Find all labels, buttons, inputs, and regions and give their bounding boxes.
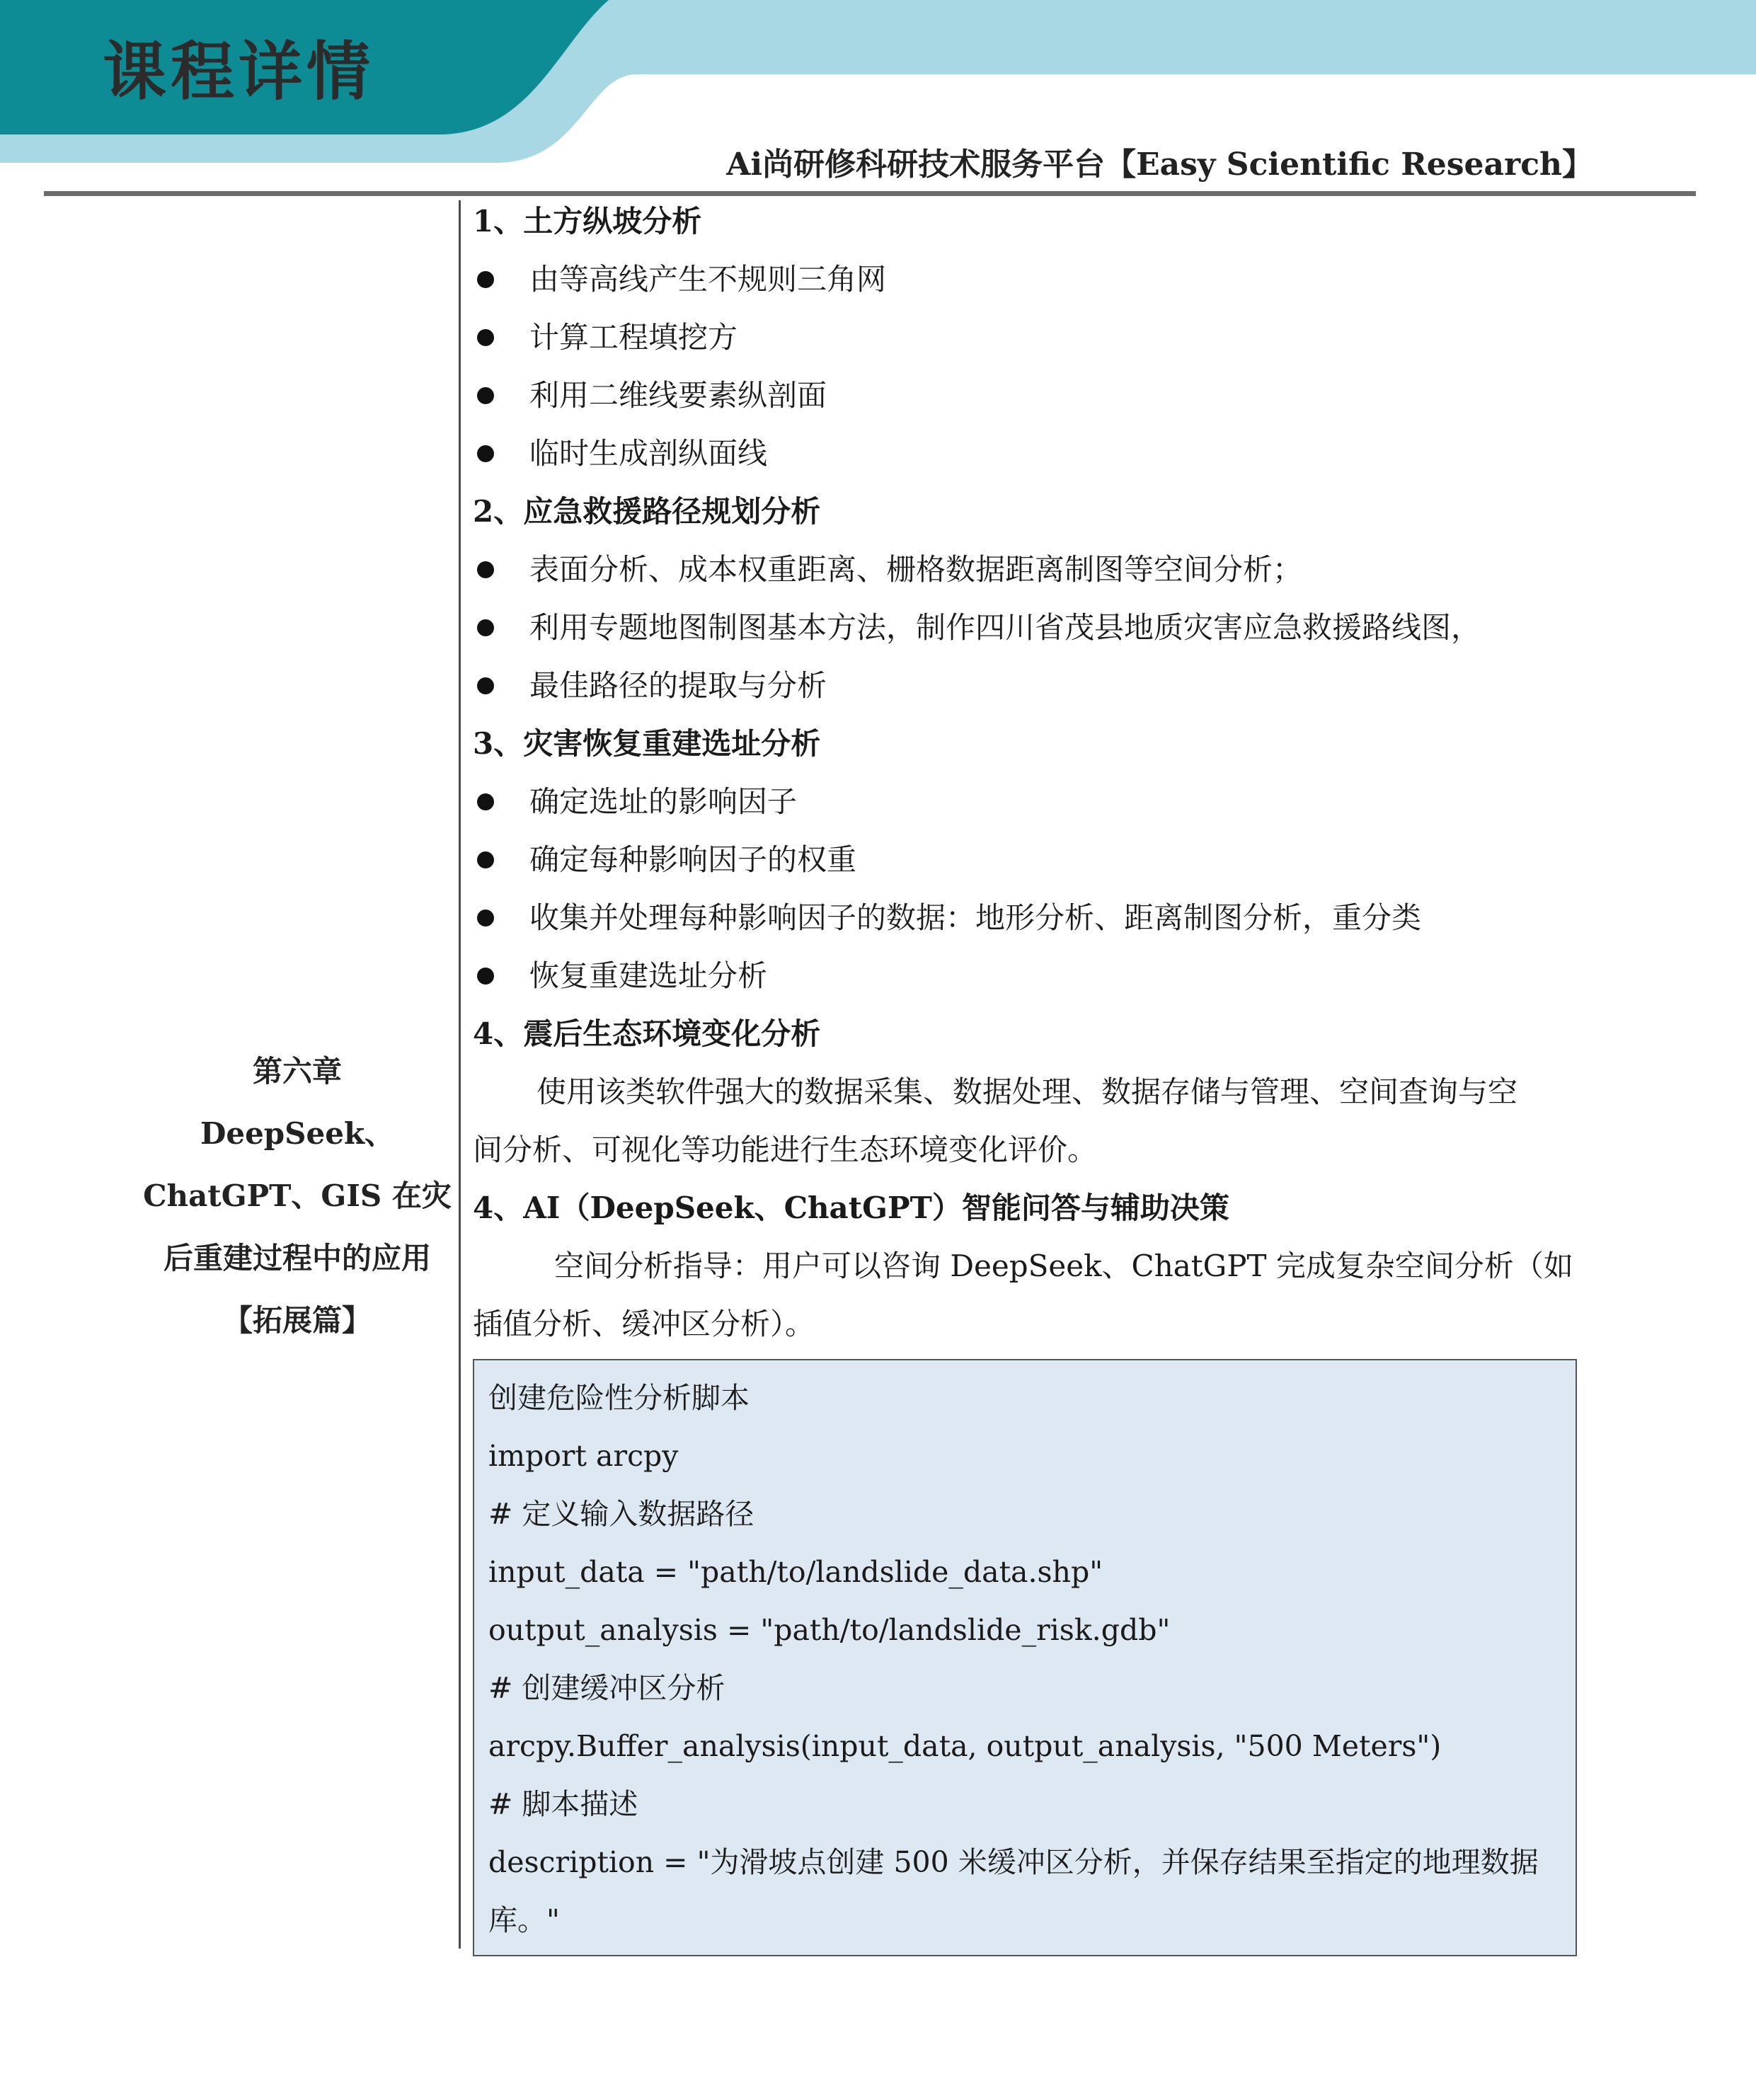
bullet-text: 最佳路径的提取与分析 xyxy=(529,668,827,703)
chapter-line: ChatGPT、GIS 在灾 xyxy=(143,1178,452,1213)
bullet-icon xyxy=(477,387,494,404)
code-line: input_data = "path/to/landslide_data.shp" xyxy=(488,1555,1103,1589)
chapter-line: 后重建过程中的应用 xyxy=(163,1241,431,1275)
bullet-icon xyxy=(477,329,494,346)
chapter-label xyxy=(127,1040,467,1352)
bullet-item xyxy=(473,309,1583,367)
bullet-text: 恢复重建选址分析 xyxy=(529,958,768,993)
bullet-text: 收集并处理每种影响因子的数据：地形分析、距离制图分析，重分类 xyxy=(529,900,1422,935)
code-line: # 脚本描述 xyxy=(488,1787,638,1821)
bullet-icon xyxy=(477,619,494,636)
section-heading: 3、灾害恢复重建选址分析 xyxy=(473,726,821,761)
bullet-item xyxy=(473,367,1583,425)
section-paragraph xyxy=(473,1063,1583,1179)
section-paragraph xyxy=(473,1237,1583,1353)
bullet-item xyxy=(473,773,1583,831)
chapter-line: 第六章 xyxy=(252,1054,342,1089)
bullet-text: 表面分析、成本权重距离、栅格数据距离制图等空间分析； xyxy=(529,552,1303,587)
bullet-icon xyxy=(477,677,494,694)
bullet-icon xyxy=(477,793,494,810)
code-line: arcpy.Buffer_analysis(input_data, output_analysis, "500 Meters") xyxy=(488,1729,1442,1763)
section-heading: 2、应急救援路径规划分析 xyxy=(473,494,821,529)
bullet-icon xyxy=(477,968,494,985)
bullet-text: 临时生成剖纵面线 xyxy=(529,436,768,471)
bullet-icon xyxy=(477,271,494,288)
section-heading: 1、土方纵坡分析 xyxy=(473,204,702,239)
bullet-text: 确定选址的影响因子 xyxy=(529,784,798,819)
bullet-icon xyxy=(477,910,494,926)
bullet-icon xyxy=(477,851,494,868)
bullet-item xyxy=(473,831,1583,889)
bullet-item xyxy=(473,599,1583,657)
section-heading: 4、AI（DeepSeek、ChatGPT）智能问答与辅助决策 xyxy=(473,1190,1229,1225)
bullet-item xyxy=(473,657,1583,715)
code-line: import arcpy xyxy=(488,1439,679,1473)
bullet-text: 确定每种影响因子的权重 xyxy=(529,842,857,877)
platform-name: Ai尚研修科研技术服务平台【Easy Scientific Research】 xyxy=(726,147,1593,183)
code-line: output_analysis = "path/to/landslide_risk.gdb" xyxy=(488,1613,1171,1647)
section-heading: 4、震后生态环境变化分析 xyxy=(473,1016,821,1051)
bullet-item xyxy=(473,425,1583,483)
bullet-icon xyxy=(477,561,494,578)
bullet-item xyxy=(473,541,1583,599)
page-title: 课程详情 xyxy=(103,35,374,109)
bullet-item xyxy=(473,947,1583,1005)
code-line: 创建危险性分析脚本 xyxy=(488,1381,750,1415)
code-line: # 定义输入数据路径 xyxy=(488,1497,754,1531)
bullet-text: 计算工程填挖方 xyxy=(529,320,738,355)
code-line: # 创建缓冲区分析 xyxy=(488,1671,725,1705)
chapter-line: DeepSeek、 xyxy=(200,1116,395,1151)
bullet-text: 利用专题地图制图基本方法，制作四川省茂县地质灾害应急救援路线图， xyxy=(529,610,1481,645)
paragraph-line: 使用该类软件强大的数据采集、数据处理、数据存储与管理、空间查询与空 xyxy=(536,1074,1518,1109)
code-block xyxy=(473,1359,1577,1956)
bullet-text: 由等高线产生不规则三角网 xyxy=(529,262,887,297)
bullet-item xyxy=(473,889,1583,947)
bullet-item xyxy=(473,251,1583,309)
paragraph-line: 间分析、可视化等功能进行生态环境变化评价。 xyxy=(473,1132,1098,1167)
bullet-text: 利用二维线要素纵剖面 xyxy=(529,378,827,413)
chapter-line: 【拓展篇】 xyxy=(222,1303,372,1338)
bullet-icon xyxy=(477,445,494,462)
paragraph-line: 空间分析指导：用户可以咨询 DeepSeek、ChatGPT 完成复杂空间分析（如 xyxy=(554,1249,1573,1283)
code-line: description = "为滑坡点创建 500 米缓冲区分析，并保存结果至指定的地理数据 xyxy=(488,1845,1539,1879)
code-line: 库。" xyxy=(488,1903,560,1937)
paragraph-line: 插值分析、缓冲区分析）。 xyxy=(473,1307,815,1341)
course-content xyxy=(473,193,1583,1956)
